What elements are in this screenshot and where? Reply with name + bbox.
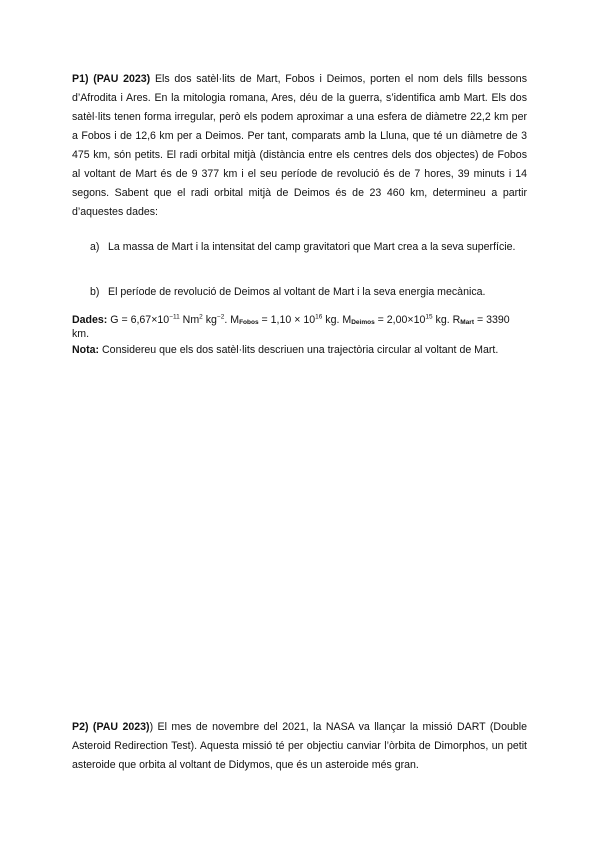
- mass-deimos-unit: kg. R: [432, 314, 461, 326]
- mass-fobos-unit: kg. M: [322, 314, 352, 326]
- mass-fobos-subscript: Fobos: [239, 319, 259, 326]
- question-a-label: a): [90, 241, 100, 253]
- note-text: Considereu que els dos satèl·lits descriuen una trajectòria circular al voltant de Mart.: [99, 344, 499, 356]
- problem-2-statement: [72, 718, 527, 775]
- mass-deimos-exponent: 15: [425, 313, 433, 321]
- mass-fobos-value: = 1,10 × 10: [258, 314, 316, 326]
- question-a-text: La massa de Mart i la intensitat del camp gravitatori que Mart crea a la seva superfície.: [108, 241, 516, 253]
- g-unit: Nm: [179, 314, 200, 326]
- radius-mart-value: = 3390 km.: [72, 314, 510, 340]
- radius-mart-subscript: Mart: [460, 319, 474, 326]
- problem-1-statement: [72, 70, 527, 222]
- g-unit-exponent: 2: [199, 313, 203, 321]
- mass-fobos-exponent: 16: [315, 313, 323, 321]
- data-section: [72, 313, 527, 341]
- problem-1-text: Els dos satèl·lits de Mart, Fobos i Deimos, porten el nom dels fills bessons d’Afrodita i Ares. En la mitologia romana, Ares, déu de la guerra, s’identifica amb Mart. Els dos satèl·lits tenen forma irregular, però els podem aproximar a una esfera de diàmetre 22,2 km per a Fobos i de 12,6 km per a Deimos. Per tant, comparats amb la Lluna, que té un diàmetre de 3 475 km, són petits. El radi orbital mitjà (distància entre els centres dels dos objectes) de Fobos al voltant de Mart és de 9 377 km i el seu període de revolució és de 7 hores, 39 minuts i 14 segons. Sabent que el radi orbital mitjà de Deimos és de 23 460 km, determineu a partir d’aquestes dades:: [72, 73, 527, 218]
- question-b-label: b): [90, 286, 100, 298]
- note-section: [72, 343, 527, 357]
- mass-fobos-symbol: . M: [224, 314, 240, 326]
- g-unit-kg-exponent: −2: [216, 313, 225, 321]
- problem-1-label: P1) (PAU 2023): [72, 73, 151, 85]
- g-unit-kg: kg: [202, 314, 217, 326]
- mass-deimos-value: = 2,00×10: [374, 314, 426, 326]
- g-exponent: −11: [169, 313, 180, 321]
- question-b-text: El període de revolució de Deimos al voltant de Mart i la seva energia mecànica.: [108, 286, 486, 298]
- mass-deimos-subscript: Deimos: [351, 319, 375, 326]
- question-b: [90, 283, 527, 301]
- problem-2-label: P2) (PAU 2023): [72, 721, 150, 733]
- note-label: Nota:: [72, 344, 100, 356]
- data-label: Dades:: [72, 314, 108, 326]
- problem-2-text: ) El mes de novembre del 2021, la NASA va llançar la missió DART (Double Asteroid Redirection Test). Aquesta missió té per objectiu canviar l’òrbita de Dimorphos, un petit asteroide que orbita al voltant de Didymos, que és un asteroide més gran.: [72, 721, 527, 771]
- question-a: [90, 238, 527, 256]
- g-value: G = 6,67×10: [107, 314, 170, 326]
